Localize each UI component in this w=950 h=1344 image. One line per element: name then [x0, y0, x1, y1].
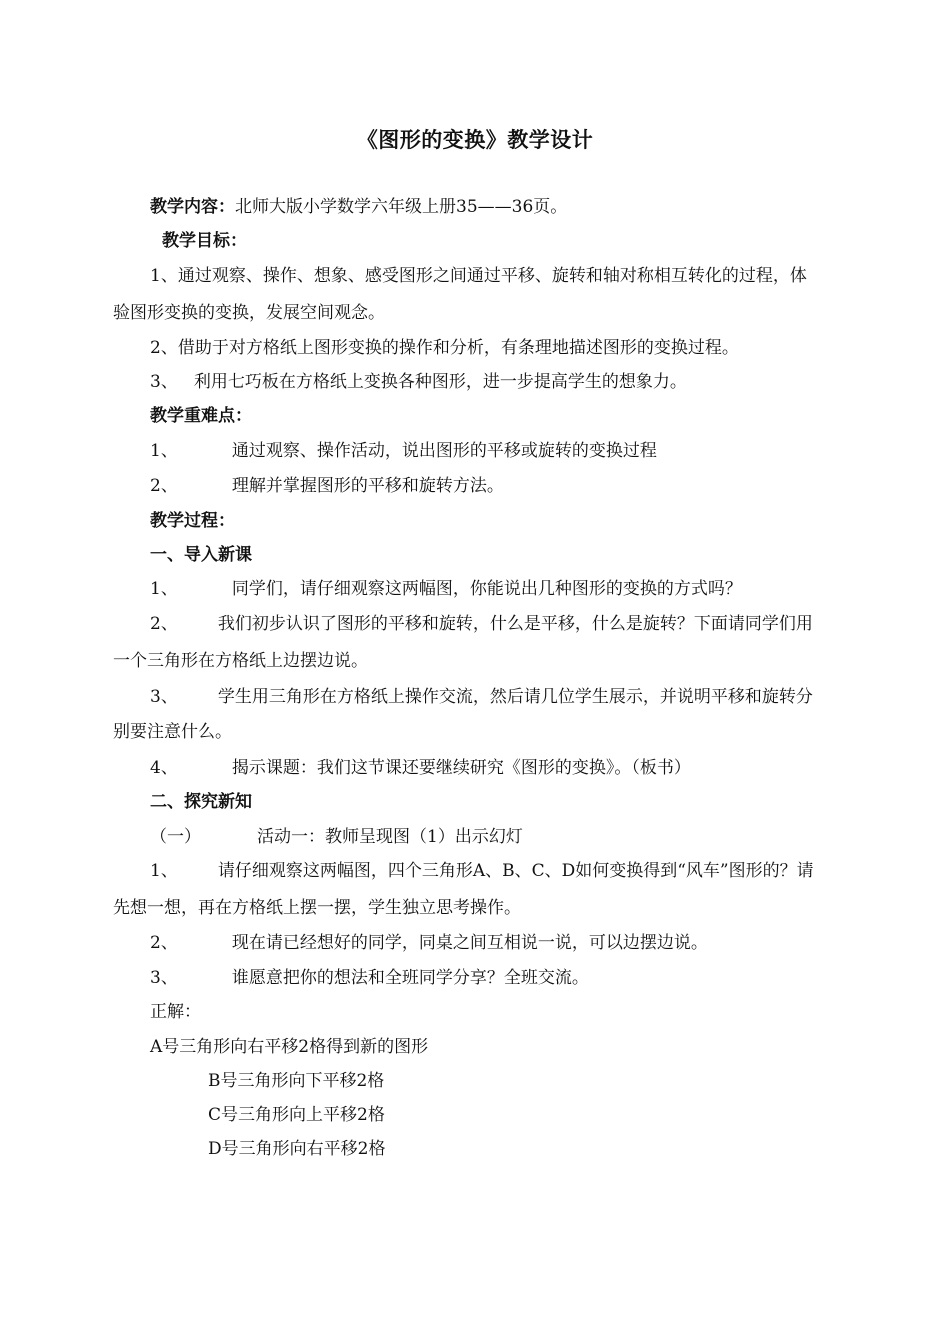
- item-text: 揭示课题：我们这节课还要继续研究《图形的变换》。（板书）: [231, 758, 691, 778]
- item-number: 1、: [150, 861, 178, 881]
- answer-a: A号三角形向右平移2格得到新的图形: [150, 1037, 429, 1057]
- activity-number: （一）: [150, 827, 201, 847]
- item-text: 同学们，请仔细观察这两幅图，你能说出几种图形的变换的方式吗？: [231, 579, 742, 599]
- answer-label: 正解：: [150, 1002, 201, 1022]
- item-text: 谁愿意把你的想法和全班同学分享？全班交流。: [231, 968, 589, 988]
- section-2-heading: 二、探究新知: [150, 792, 252, 812]
- item-number: 2、: [150, 614, 178, 634]
- key-point-1-number: 1、: [150, 441, 178, 461]
- item-number: 1、: [150, 579, 178, 599]
- section-1-item-2-line-a: [150, 613, 813, 635]
- section-1-heading: 一、导入新课: [150, 545, 252, 565]
- key-point-2: [150, 475, 504, 497]
- content-text: 北师大版小学数学六年级上册35——36页。: [235, 197, 568, 217]
- item-number: 3、: [150, 687, 178, 707]
- section-1-item-3-line-b: 别要注意什么。: [113, 722, 232, 742]
- goal-3-text: 利用七巧板在方格纸上变换各种图形，进一步提高学生的想象力。: [193, 372, 687, 392]
- section-1-item-1: [150, 578, 742, 600]
- activity-item-1-line-b: 先想一想，再在方格纸上摆一摆，学生独立思考操作。: [113, 898, 521, 918]
- goal-3-number: 3、: [150, 372, 178, 392]
- item-text: 学生用三角形在方格纸上操作交流，然后请几位学生展示，并说明平移和旋转分: [217, 687, 813, 707]
- section-1-item-3-line-a: [150, 686, 813, 708]
- goal-2: 2、借助于对方格纸上图形变换的操作和分析，有条理地描述图形的变换过程。: [150, 338, 739, 358]
- item-number: 2、: [150, 933, 178, 953]
- key-point-1-text: 通过观察、操作活动，说出图形的平移或旋转的变换过程: [231, 441, 657, 461]
- answer-b: B号三角形向下平移2格: [208, 1071, 385, 1091]
- goal-3: [150, 371, 687, 393]
- item-text: 现在请已经想好的同学，同桌之间互相说一说，可以边摆边说。: [231, 933, 708, 953]
- item-text: 我们初步认识了图形的平移和旋转，什么是平移，什么是旋转？下面请同学们用: [217, 614, 813, 634]
- key-points-label: 教学重难点：: [150, 406, 252, 426]
- section-1-item-4: [150, 757, 691, 779]
- goal-1-line-a: 1、通过观察、操作、想象、感受图形之间通过平移、旋转和轴对称相互转化的过程，体: [150, 266, 807, 286]
- answer-d: D号三角形向右平移2格: [208, 1139, 386, 1159]
- activity-item-1-line-a: [150, 860, 814, 882]
- item-number: 4、: [150, 758, 178, 778]
- activity-item-3: [150, 967, 589, 989]
- key-point-1: [150, 440, 657, 462]
- key-point-2-number: 2、: [150, 476, 178, 496]
- document-title: 《图形的变换》教学设计: [356, 128, 594, 152]
- activity-item-2: [150, 932, 708, 954]
- activity-text: 活动一：教师呈现图（1）出示幻灯: [257, 827, 523, 847]
- goals-label: 教学目标：: [162, 231, 247, 251]
- goal-1-line-b: 验图形变换的变换，发展空间观念。: [113, 303, 385, 323]
- item-number: 3、: [150, 968, 178, 988]
- section-1-item-2-line-b: 一个三角形在方格纸上边摆边说。: [113, 651, 368, 671]
- key-point-2-text: 理解并掌握图形的平移和旋转方法。: [231, 476, 504, 496]
- answer-c: C号三角形向上平移2格: [208, 1105, 385, 1125]
- activity-1-heading: [150, 826, 523, 848]
- process-label: 教学过程：: [150, 511, 235, 531]
- content-line: [150, 196, 567, 218]
- item-text: 请仔细观察这两幅图，四个三角形A、B、C、D如何变换得到“风车”图形的？请: [217, 861, 814, 881]
- content-label: 教学内容：: [150, 197, 235, 217]
